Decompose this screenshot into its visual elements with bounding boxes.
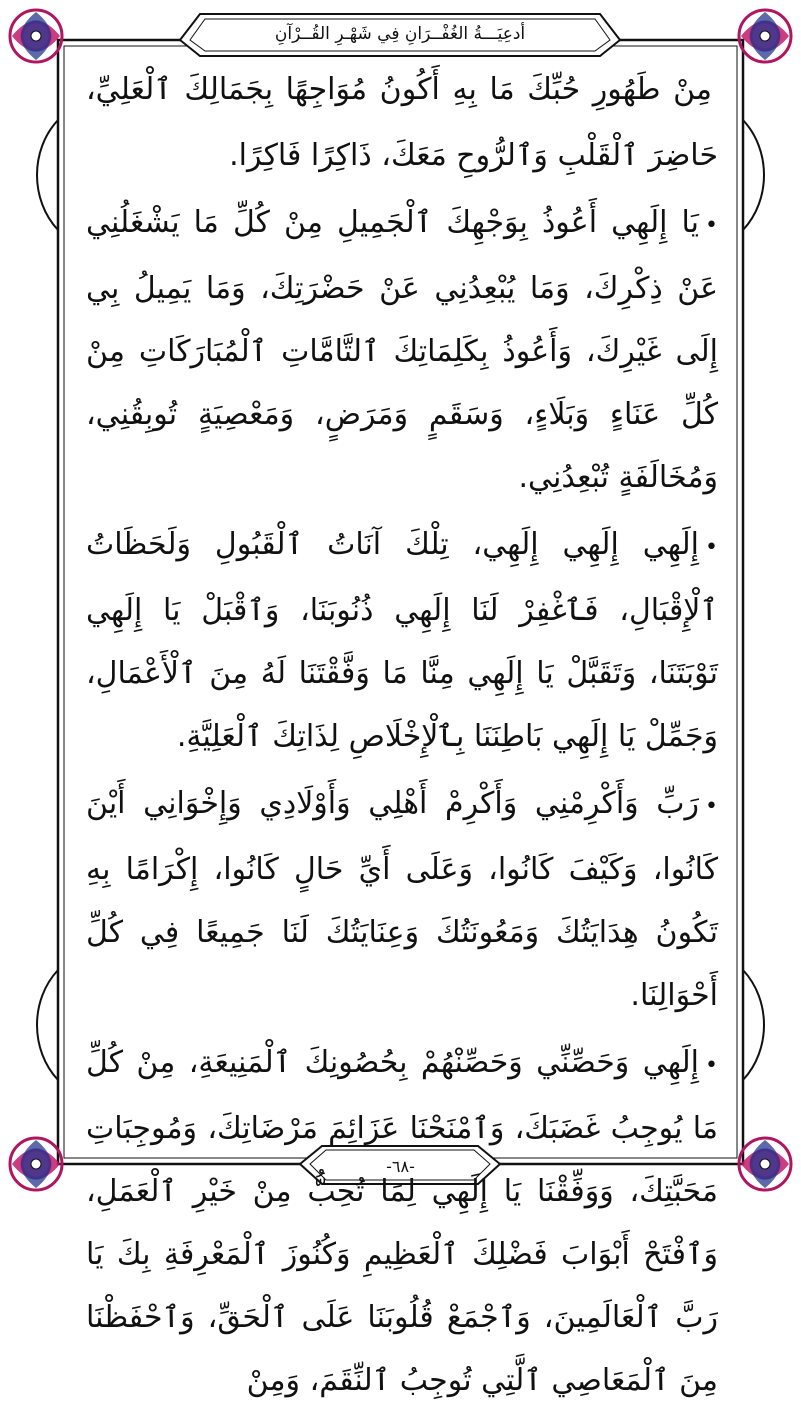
bullet: • (705, 535, 718, 560)
running-header-title: أدعِيَـــةُ الغُفْــرَانِ فِي شَهْـرِ القُــرْآنِ (274, 24, 526, 44)
side-ornament-right (743, 120, 764, 1080)
paragraph-text: إِلَهِي إِلَهِي إِلَهِي، تِلْكَ آنَاتُ ٱلْقَبُولِ وَلَحَظَاتُ ٱلْإِقْبَالِ، فَٱغْفِرْ لَنَا إِلَهِي ذُنُوبَنَا، وَٱقْبَلْ يَا إِلَهِي تَوْبَتَنَا، وَتَقَبَّلْ يَا إِلَهِي مِنَّا مَا وَفَّقْتَنَا لَهُ مِنَ ٱلْأَعْمَالِ، وَجَمِّلْ يَا إِلَهِي بَاطِنَنَا بِٱلْإِخْلَاصِ لِذَاتِكَ ٱلْعَلِيَّةِ. (86, 527, 718, 754)
paragraph (86, 772, 718, 1027)
paragraph (86, 58, 718, 187)
corner-ornament-top-left (10, 10, 62, 62)
paragraph (86, 513, 718, 768)
bullet: • (705, 794, 718, 819)
bullet: • (705, 1053, 718, 1078)
paragraph (86, 1031, 718, 1412)
corner-ornament-bottom-left (10, 1138, 62, 1190)
corner-ornament-top-right (739, 10, 791, 62)
corner-ornament-bottom-right (739, 1138, 791, 1190)
paragraph-text: مِنْ طَهُورِ حُبِّكَ مَا بِهِ أَكُونُ مُوَاجِهًا بِجَمَالِكَ ٱلْعَلِيِّ، حَاضِرَ ٱلْقَلْبِ وَٱلرُّوحِ مَعَكَ، ذَاكِرًا فَاكِرًا. (86, 72, 718, 173)
side-ornament-left (37, 120, 58, 1080)
page-number: -٦٨- (386, 1156, 415, 1176)
paragraph (86, 191, 718, 509)
bullet: • (705, 213, 718, 238)
paragraph-text: رَبِّ وَأَكْرِمْنِي وَأَكْرِمْ أَهْلِي وَأَوْلَادِي وَإِخْوَانِي أَيْنَ كَانُوا، وَكَيْفَ كَانُوا، وَعَلَى أَيِّ حَالٍ كَانُوا، إِكْرَامًا بِهِ تَكُونُ هِدَايَتُكَ وَمَعُونَتُكَ وَعِنَايَتُكَ لَنَا جَمِيعًا فِي كُلِّ أَحْوَالِنَا. (86, 786, 718, 1013)
paragraph-text: إِلَهِي وَحَصِّنِّي وَحَصِّنْهُمْ بِحُصُونِكَ ٱلْمَنِيعَةِ، مِنْ كُلِّ مَا يُوجِبُ غَضَبَكَ، وَٱمْنَحْنَا عَزَائِمَ مَرْضَاتِكَ، وَمُوجِبَاتِ مَحَبَّتِكَ، وَوَفِّقْنَا يَا إِلَهِي لِمَا تُحِبُّ مِنْ خَيْرِ ٱلْعَمَلِ، وَٱفْتَحْ أَبْوَابَ فَضْلِكَ ٱلْعَظِيمِ وَكُنُوزَ ٱلْمَعْرِفَةِ بِكَ يَا رَبَّ ٱلْعَالَمِينَ، وَٱجْمَعْ قُلُوبَنَا عَلَى ٱلْحَقِّ، وَٱحْفَظْنَا مِنَ ٱلْمَعَاصِي ٱلَّتِي تُوجِبُ ٱلنِّقَمَ، وَمِنْ (86, 1045, 718, 1398)
paragraph-text: يَا إِلَهِي أَعُوذُ بِوَجْهِكَ ٱلْجَمِيلِ مِنْ كُلِّ مَا يَشْغَلُنِي عَنْ ذِكْرِكَ، وَمَا يُبْعِدُنِي عَنْ حَضْرَتِكَ، وَمَا يَمِيلُ بِي إِلَى غَيْرِكَ، وَأَعُوذُ بِكَلِمَاتِكَ ٱلتَّامَّاتِ ٱلْمُبَارَكَاتِ مِنْ كُلِّ عَنَاءٍ وَبَلَاءٍ، وَسَقَمٍ وَمَرَضٍ، وَمَعْصِيَةٍ تُوبِقُنِي، وَمُخَالَفَةٍ تُبْعِدُنِي. (86, 205, 718, 495)
